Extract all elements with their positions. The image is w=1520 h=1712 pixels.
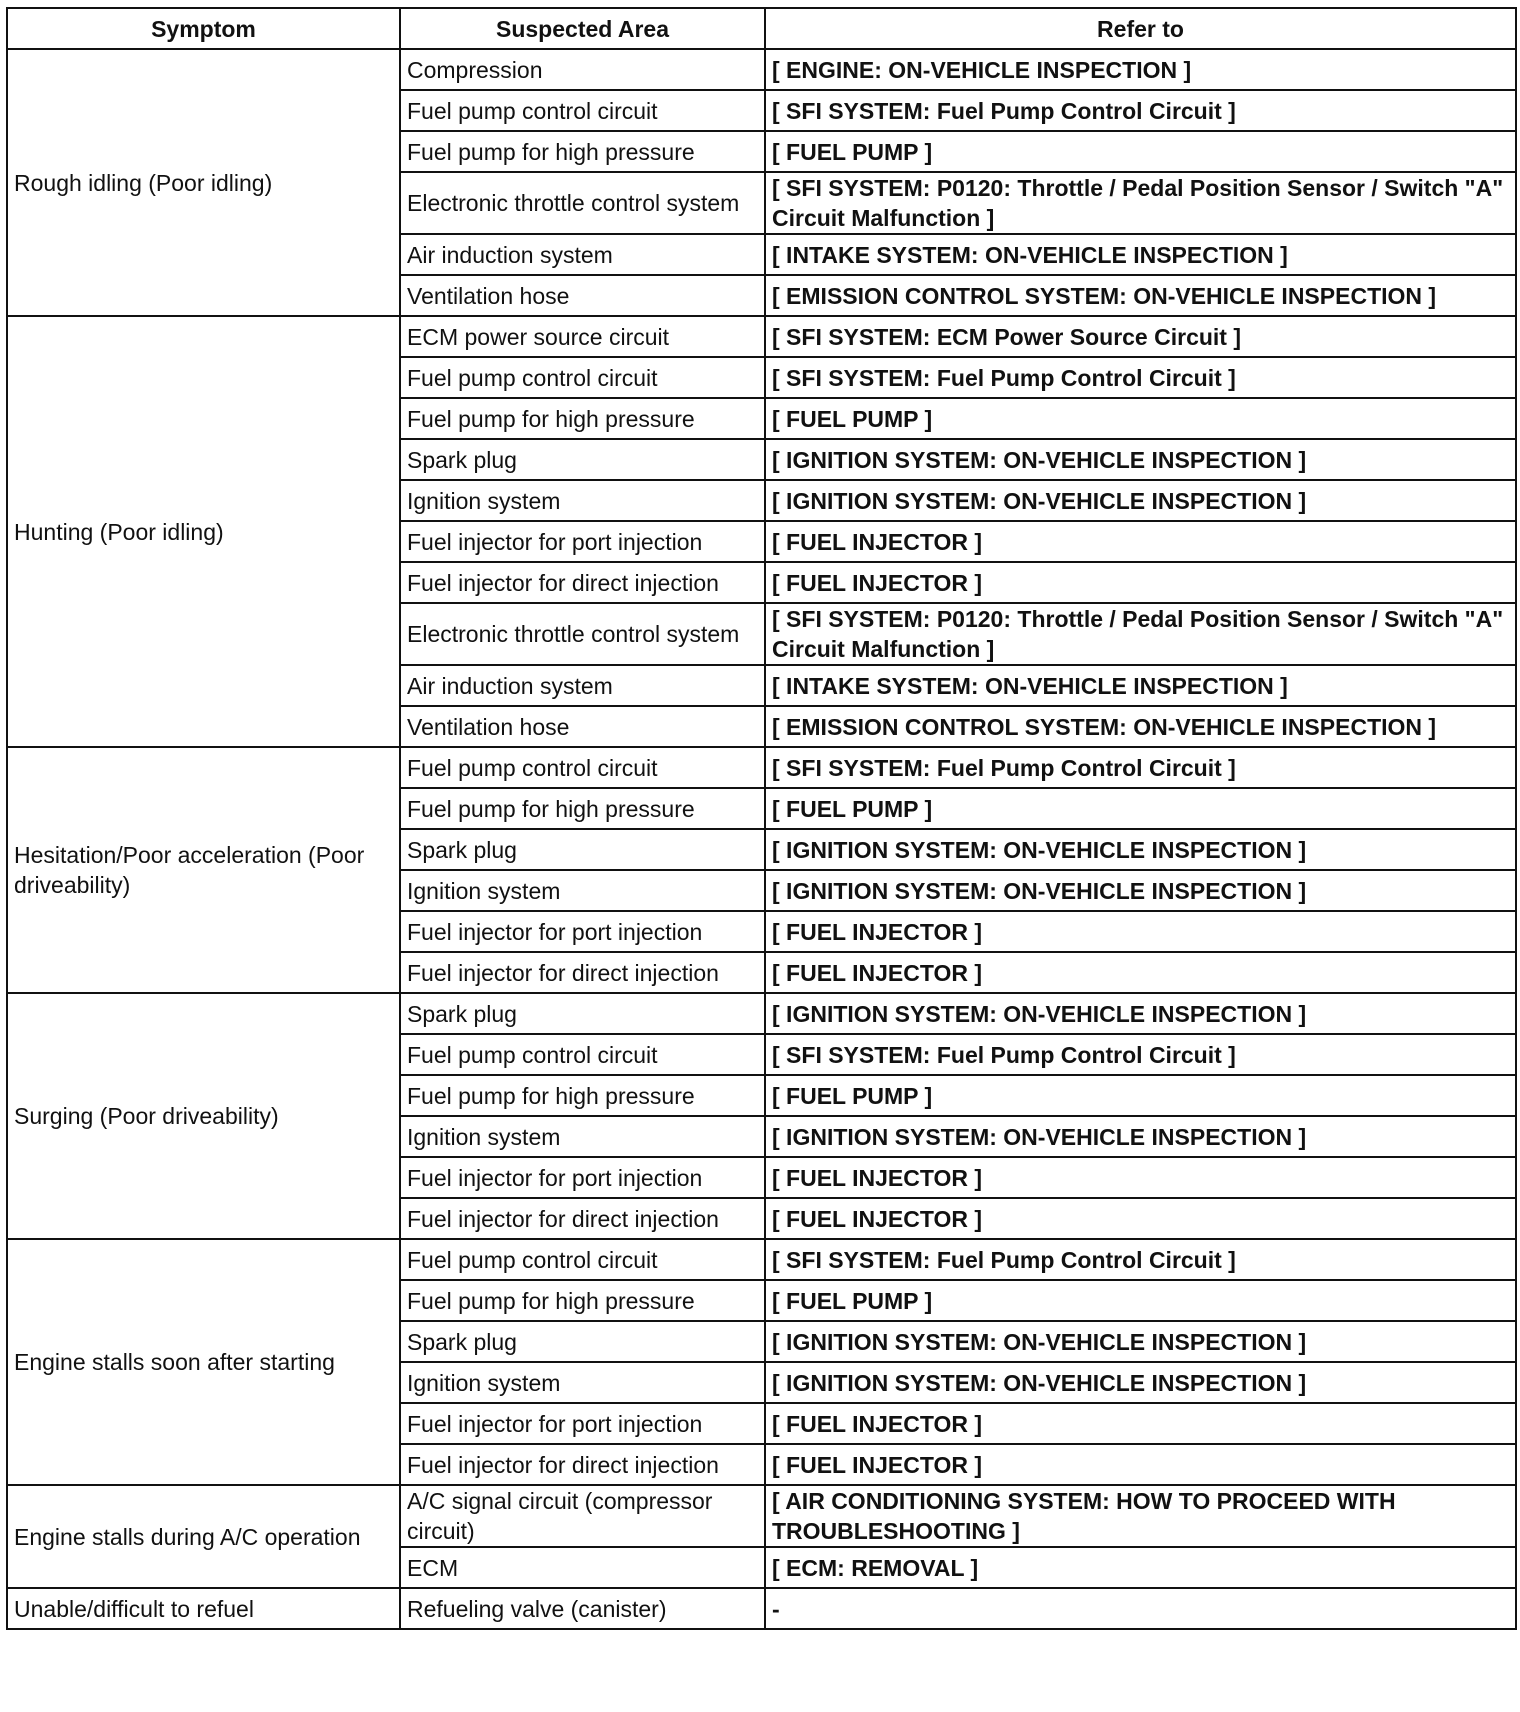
refer-to-cell: [ FUEL INJECTOR ] <box>765 1198 1516 1239</box>
refer-to-cell: [ FUEL PUMP ] <box>765 131 1516 172</box>
table-row <box>7 49 1516 90</box>
suspected-area-cell: ECM <box>400 1547 765 1588</box>
symptom-cell: Engine stalls soon after starting <box>7 1239 400 1485</box>
suspected-area-cell: Fuel injector for direct injection <box>400 562 765 603</box>
symptom-cell: Unable/difficult to refuel <box>7 1588 400 1629</box>
suspected-area-cell: Fuel injector for port injection <box>400 1403 765 1444</box>
suspected-area-cell: Fuel pump for high pressure <box>400 1280 765 1321</box>
header-symptom: Symptom <box>7 8 400 49</box>
refer-to-cell: [ EMISSION CONTROL SYSTEM: ON-VEHICLE INSPECTION ] <box>765 706 1516 747</box>
table-row <box>7 747 1516 788</box>
suspected-area-cell: Fuel injector for port injection <box>400 911 765 952</box>
refer-to-cell: [ FUEL PUMP ] <box>765 1280 1516 1321</box>
refer-to-cell: [ FUEL INJECTOR ] <box>765 1157 1516 1198</box>
suspected-area-cell: Spark plug <box>400 993 765 1034</box>
document-page <box>6 7 1517 1630</box>
suspected-area-cell: Refueling valve (canister) <box>400 1588 765 1629</box>
suspected-area-cell: Fuel injector for direct injection <box>400 952 765 993</box>
refer-to-cell: [ IGNITION SYSTEM: ON-VEHICLE INSPECTION ] <box>765 480 1516 521</box>
refer-to-cell: [ AIR CONDITIONING SYSTEM: HOW TO PROCEED WITH TROUBLESHOOTING ] <box>765 1485 1516 1547</box>
refer-to-cell: [ SFI SYSTEM: ECM Power Source Circuit ] <box>765 316 1516 357</box>
refer-to-cell: [ SFI SYSTEM: Fuel Pump Control Circuit ] <box>765 1239 1516 1280</box>
suspected-area-cell: Air induction system <box>400 665 765 706</box>
refer-to-cell: [ FUEL PUMP ] <box>765 1075 1516 1116</box>
suspected-area-cell: Fuel pump control circuit <box>400 90 765 131</box>
refer-to-cell: [ FUEL INJECTOR ] <box>765 952 1516 993</box>
suspected-area-cell: Fuel injector for port injection <box>400 521 765 562</box>
table-row <box>7 1588 1516 1629</box>
suspected-area-cell: Ventilation hose <box>400 275 765 316</box>
suspected-area-cell: Fuel pump control circuit <box>400 1239 765 1280</box>
suspected-area-cell: ECM power source circuit <box>400 316 765 357</box>
refer-to-cell: [ IGNITION SYSTEM: ON-VEHICLE INSPECTION ] <box>765 1321 1516 1362</box>
header-refer-to: Refer to <box>765 8 1516 49</box>
suspected-area-cell: Ignition system <box>400 1116 765 1157</box>
refer-to-cell: [ SFI SYSTEM: Fuel Pump Control Circuit ] <box>765 747 1516 788</box>
refer-to-cell: [ IGNITION SYSTEM: ON-VEHICLE INSPECTION ] <box>765 993 1516 1034</box>
table-row <box>7 1239 1516 1280</box>
refer-to-cell: [ SFI SYSTEM: P0120: Throttle / Pedal Position Sensor / Switch "A" Circuit Malfunction ] <box>765 172 1516 234</box>
refer-to-cell: [ ENGINE: ON-VEHICLE INSPECTION ] <box>765 49 1516 90</box>
refer-to-cell: [ IGNITION SYSTEM: ON-VEHICLE INSPECTION ] <box>765 1116 1516 1157</box>
suspected-area-cell: Spark plug <box>400 1321 765 1362</box>
symptom-cell: Engine stalls during A/C operation <box>7 1485 400 1588</box>
suspected-area-cell: Fuel pump for high pressure <box>400 131 765 172</box>
suspected-area-cell: Air induction system <box>400 234 765 275</box>
suspected-area-cell: Ignition system <box>400 870 765 911</box>
suspected-area-cell: Fuel pump control circuit <box>400 357 765 398</box>
refer-to-cell: [ EMISSION CONTROL SYSTEM: ON-VEHICLE INSPECTION ] <box>765 275 1516 316</box>
suspected-area-cell: Ventilation hose <box>400 706 765 747</box>
refer-to-cell: [ FUEL INJECTOR ] <box>765 1444 1516 1485</box>
suspected-area-cell: Fuel pump control circuit <box>400 747 765 788</box>
symptom-table <box>6 7 1517 1630</box>
refer-to-cell: [ FUEL PUMP ] <box>765 788 1516 829</box>
symptom-cell: Hesitation/Poor acceleration (Poor driveability) <box>7 747 400 993</box>
refer-to-cell: [ FUEL PUMP ] <box>765 398 1516 439</box>
suspected-area-cell: Ignition system <box>400 480 765 521</box>
table-row <box>7 316 1516 357</box>
suspected-area-cell: Fuel injector for direct injection <box>400 1444 765 1485</box>
suspected-area-cell: Fuel pump for high pressure <box>400 398 765 439</box>
header-suspected-area: Suspected Area <box>400 8 765 49</box>
suspected-area-cell: Electronic throttle control system <box>400 603 765 665</box>
refer-to-cell: [ FUEL INJECTOR ] <box>765 562 1516 603</box>
suspected-area-cell: Ignition system <box>400 1362 765 1403</box>
refer-to-cell: [ FUEL INJECTOR ] <box>765 521 1516 562</box>
refer-to-cell: [ SFI SYSTEM: Fuel Pump Control Circuit ] <box>765 357 1516 398</box>
suspected-area-cell: A/C signal circuit (compressor circuit) <box>400 1485 765 1547</box>
symptom-cell: Hunting (Poor idling) <box>7 316 400 747</box>
refer-to-cell: [ INTAKE SYSTEM: ON-VEHICLE INSPECTION ] <box>765 665 1516 706</box>
refer-to-cell: [ IGNITION SYSTEM: ON-VEHICLE INSPECTION ] <box>765 829 1516 870</box>
suspected-area-cell: Fuel pump control circuit <box>400 1034 765 1075</box>
table-row <box>7 1485 1516 1547</box>
suspected-area-cell: Fuel pump for high pressure <box>400 1075 765 1116</box>
suspected-area-cell: Electronic throttle control system <box>400 172 765 234</box>
refer-to-cell: [ ECM: REMOVAL ] <box>765 1547 1516 1588</box>
symptom-cell: Surging (Poor driveability) <box>7 993 400 1239</box>
refer-to-cell: [ IGNITION SYSTEM: ON-VEHICLE INSPECTION ] <box>765 439 1516 480</box>
suspected-area-cell: Fuel injector for direct injection <box>400 1198 765 1239</box>
suspected-area-cell: Spark plug <box>400 439 765 480</box>
suspected-area-cell: Spark plug <box>400 829 765 870</box>
refer-to-cell: [ FUEL INJECTOR ] <box>765 911 1516 952</box>
refer-to-cell: [ INTAKE SYSTEM: ON-VEHICLE INSPECTION ] <box>765 234 1516 275</box>
refer-to-cell: [ SFI SYSTEM: Fuel Pump Control Circuit ] <box>765 1034 1516 1075</box>
suspected-area-cell: Fuel pump for high pressure <box>400 788 765 829</box>
refer-to-cell: [ IGNITION SYSTEM: ON-VEHICLE INSPECTION ] <box>765 1362 1516 1403</box>
refer-to-cell: [ SFI SYSTEM: Fuel Pump Control Circuit ] <box>765 90 1516 131</box>
suspected-area-cell: Compression <box>400 49 765 90</box>
table-row <box>7 993 1516 1034</box>
header-row <box>7 8 1516 49</box>
suspected-area-cell: Fuel injector for port injection <box>400 1157 765 1198</box>
refer-to-cell: [ IGNITION SYSTEM: ON-VEHICLE INSPECTION ] <box>765 870 1516 911</box>
refer-to-cell: [ SFI SYSTEM: P0120: Throttle / Pedal Position Sensor / Switch "A" Circuit Malfunction ] <box>765 603 1516 665</box>
table-body <box>7 49 1516 1629</box>
refer-to-cell: - <box>765 1588 1516 1629</box>
symptom-cell: Rough idling (Poor idling) <box>7 49 400 316</box>
refer-to-cell: [ FUEL INJECTOR ] <box>765 1403 1516 1444</box>
